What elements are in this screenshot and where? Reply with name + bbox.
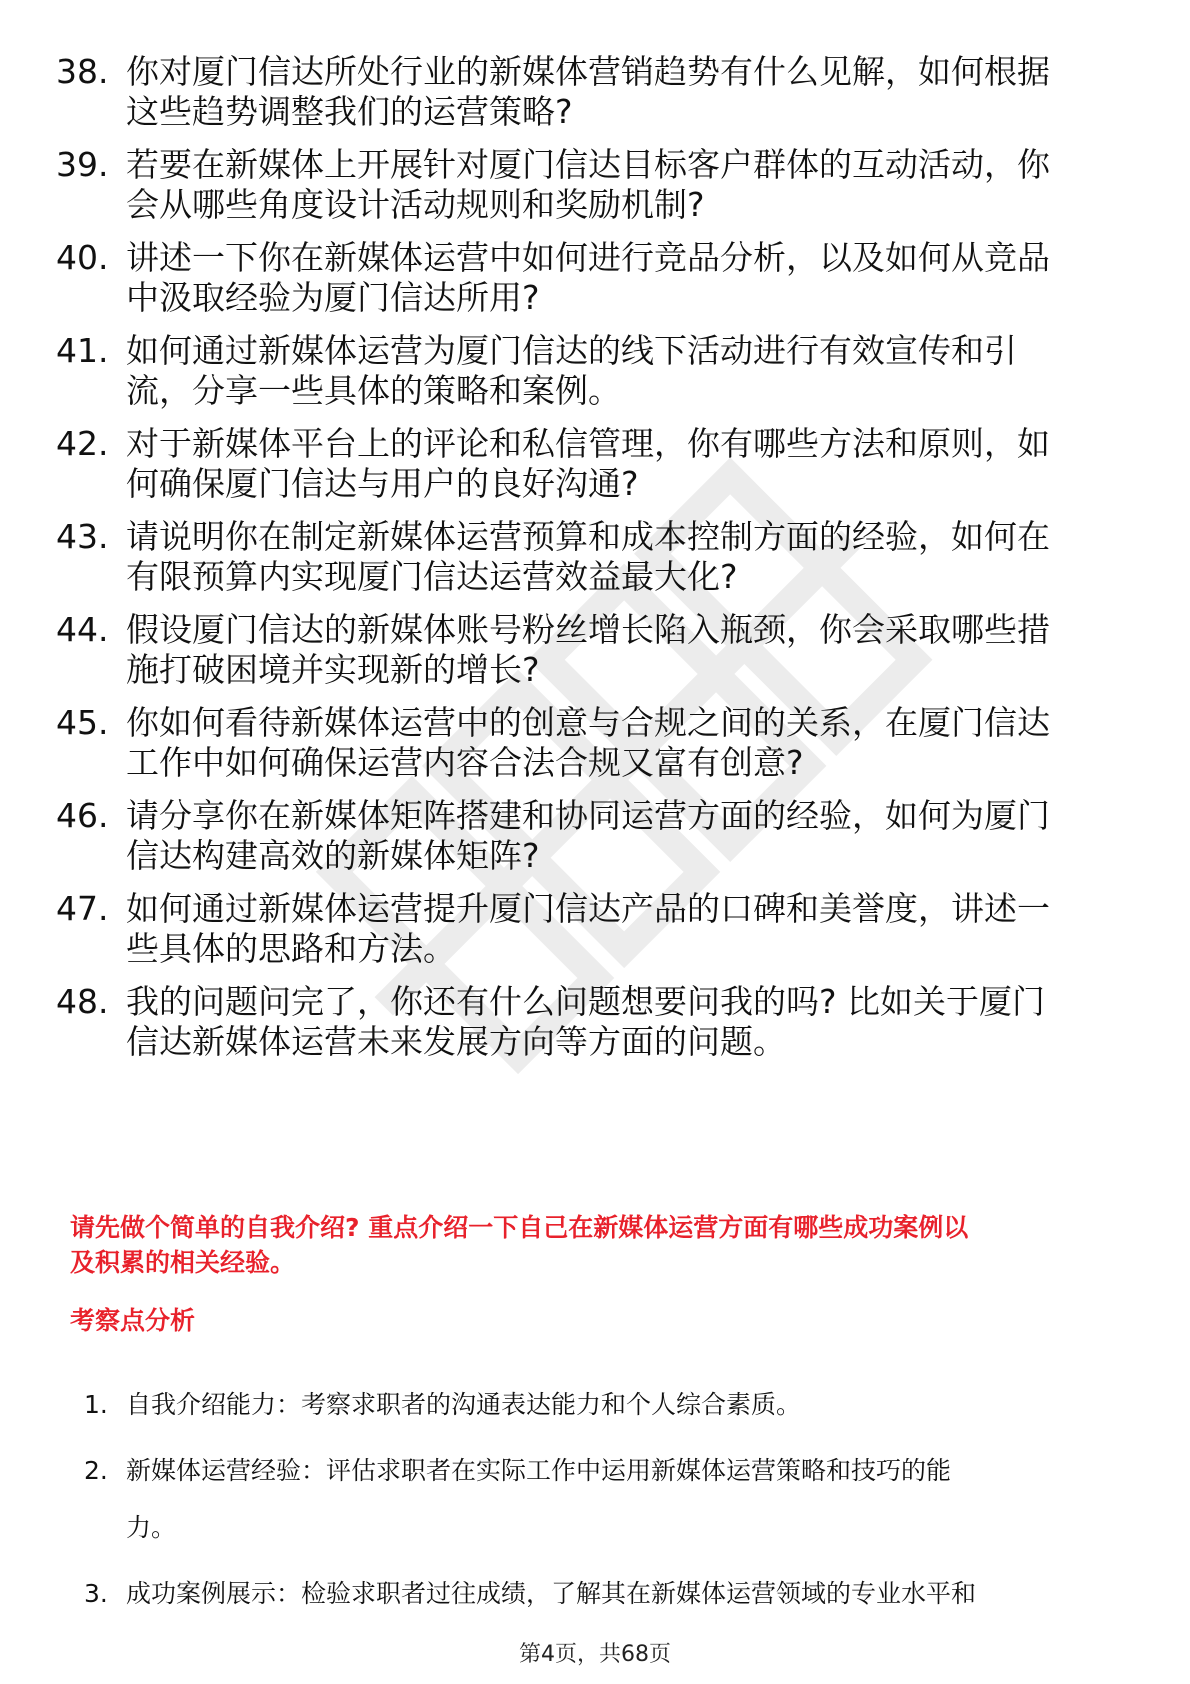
analysis-number: 1. — [84, 1390, 108, 1419]
question-number: 47. — [56, 889, 109, 928]
question-text: 如何通过新媒体运营为厦门信达的线下活动进行有效宣传和引 流，分享一些具体的策略和案例。 — [126, 331, 1017, 410]
question-number: 38. — [56, 52, 109, 91]
question-number: 40. — [56, 238, 109, 277]
analysis-item — [84, 1376, 1134, 1433]
page-footer: 第4页，共68页 — [519, 1642, 671, 1667]
section-title: 考察点分析 — [70, 1306, 196, 1335]
question-item — [56, 610, 1136, 690]
question-number: 41. — [56, 331, 109, 370]
question-text: 假设厦门信达的新媒体账号粉丝增长陷入瓶颈，你会采取哪些措 施打破困境并实现新的增长? — [126, 610, 1050, 689]
question-item — [56, 145, 1136, 225]
question-item — [56, 703, 1136, 783]
analysis-list — [84, 1376, 1134, 1631]
question-item — [56, 331, 1136, 411]
question-number: 44. — [56, 610, 109, 649]
question-text: 请分享你在新媒体矩阵搭建和协同运营方面的经验，如何为厦门 信达构建高效的新媒体矩阵? — [126, 796, 1050, 875]
question-item — [56, 517, 1136, 597]
question-list — [56, 52, 1136, 1075]
question-number: 46. — [56, 796, 109, 835]
question-text: 请说明你在制定新媒体运营预算和成本控制方面的经验，如何在 有限预算内实现厦门信达运营效益最大化? — [126, 517, 1050, 596]
question-number: 48. — [56, 982, 109, 1021]
question-number: 43. — [56, 517, 109, 556]
question-text: 我的问题问完了，你还有什么问题想要问我的吗? 比如关于厦门 信达新媒体运营未来发展方向等方面的问题。 — [126, 982, 1046, 1061]
question-text: 讲述一下你在新媒体运营中如何进行竞品分析，以及如何从竞品 中汲取经验为厦门信达所用? — [126, 238, 1050, 317]
question-item — [56, 889, 1136, 969]
question-item — [56, 424, 1136, 504]
analysis-number: 3. — [84, 1579, 108, 1608]
analysis-item — [84, 1565, 1134, 1622]
question-text: 你对厦门信达所处行业的新媒体营销趋势有什么见解，如何根据 这些趋势调整我们的运营策略? — [126, 52, 1050, 131]
question-number: 39. — [56, 145, 109, 184]
highlight-question: 请先做个简单的自我介绍? 重点介绍一下自己在新媒体运营方面有哪些成功案例以 及积累的相关经验。 — [70, 1213, 969, 1277]
question-item — [56, 796, 1136, 876]
question-number: 42. — [56, 424, 109, 463]
question-item — [56, 52, 1136, 132]
analysis-number: 2. — [84, 1456, 108, 1485]
question-item — [56, 982, 1136, 1062]
question-text: 如何通过新媒体运营提升厦门信达产品的口碑和美誉度，讲述一 些具体的思路和方法。 — [126, 889, 1050, 968]
question-item — [56, 238, 1136, 318]
analysis-text: 自我介绍能力：考察求职者的沟通表达能力和个人综合素质。 — [126, 1390, 802, 1419]
question-number: 45. — [56, 703, 109, 742]
analysis-item — [84, 1442, 1134, 1556]
question-text: 对于新媒体平台上的评论和私信管理，你有哪些方法和原则，如 何确保厦门信达与用户的良好沟通? — [126, 424, 1050, 503]
analysis-text: 成功案例展示：检验求职者过往成绩，了解其在新媒体运营领域的专业水平和 — [126, 1579, 977, 1608]
question-text: 若要在新媒体上开展针对厦门信达目标客户群体的互动活动，你 会从哪些角度设计活动规则和奖励机制? — [126, 145, 1050, 224]
question-text: 你如何看待新媒体运营中的创意与合规之间的关系，在厦门信达 工作中如何确保运营内容合法合规又富有创意? — [126, 703, 1050, 782]
analysis-text: 新媒体运营经验：评估求职者在实际工作中运用新媒体运营策略和技巧的能 力。 — [126, 1456, 952, 1542]
